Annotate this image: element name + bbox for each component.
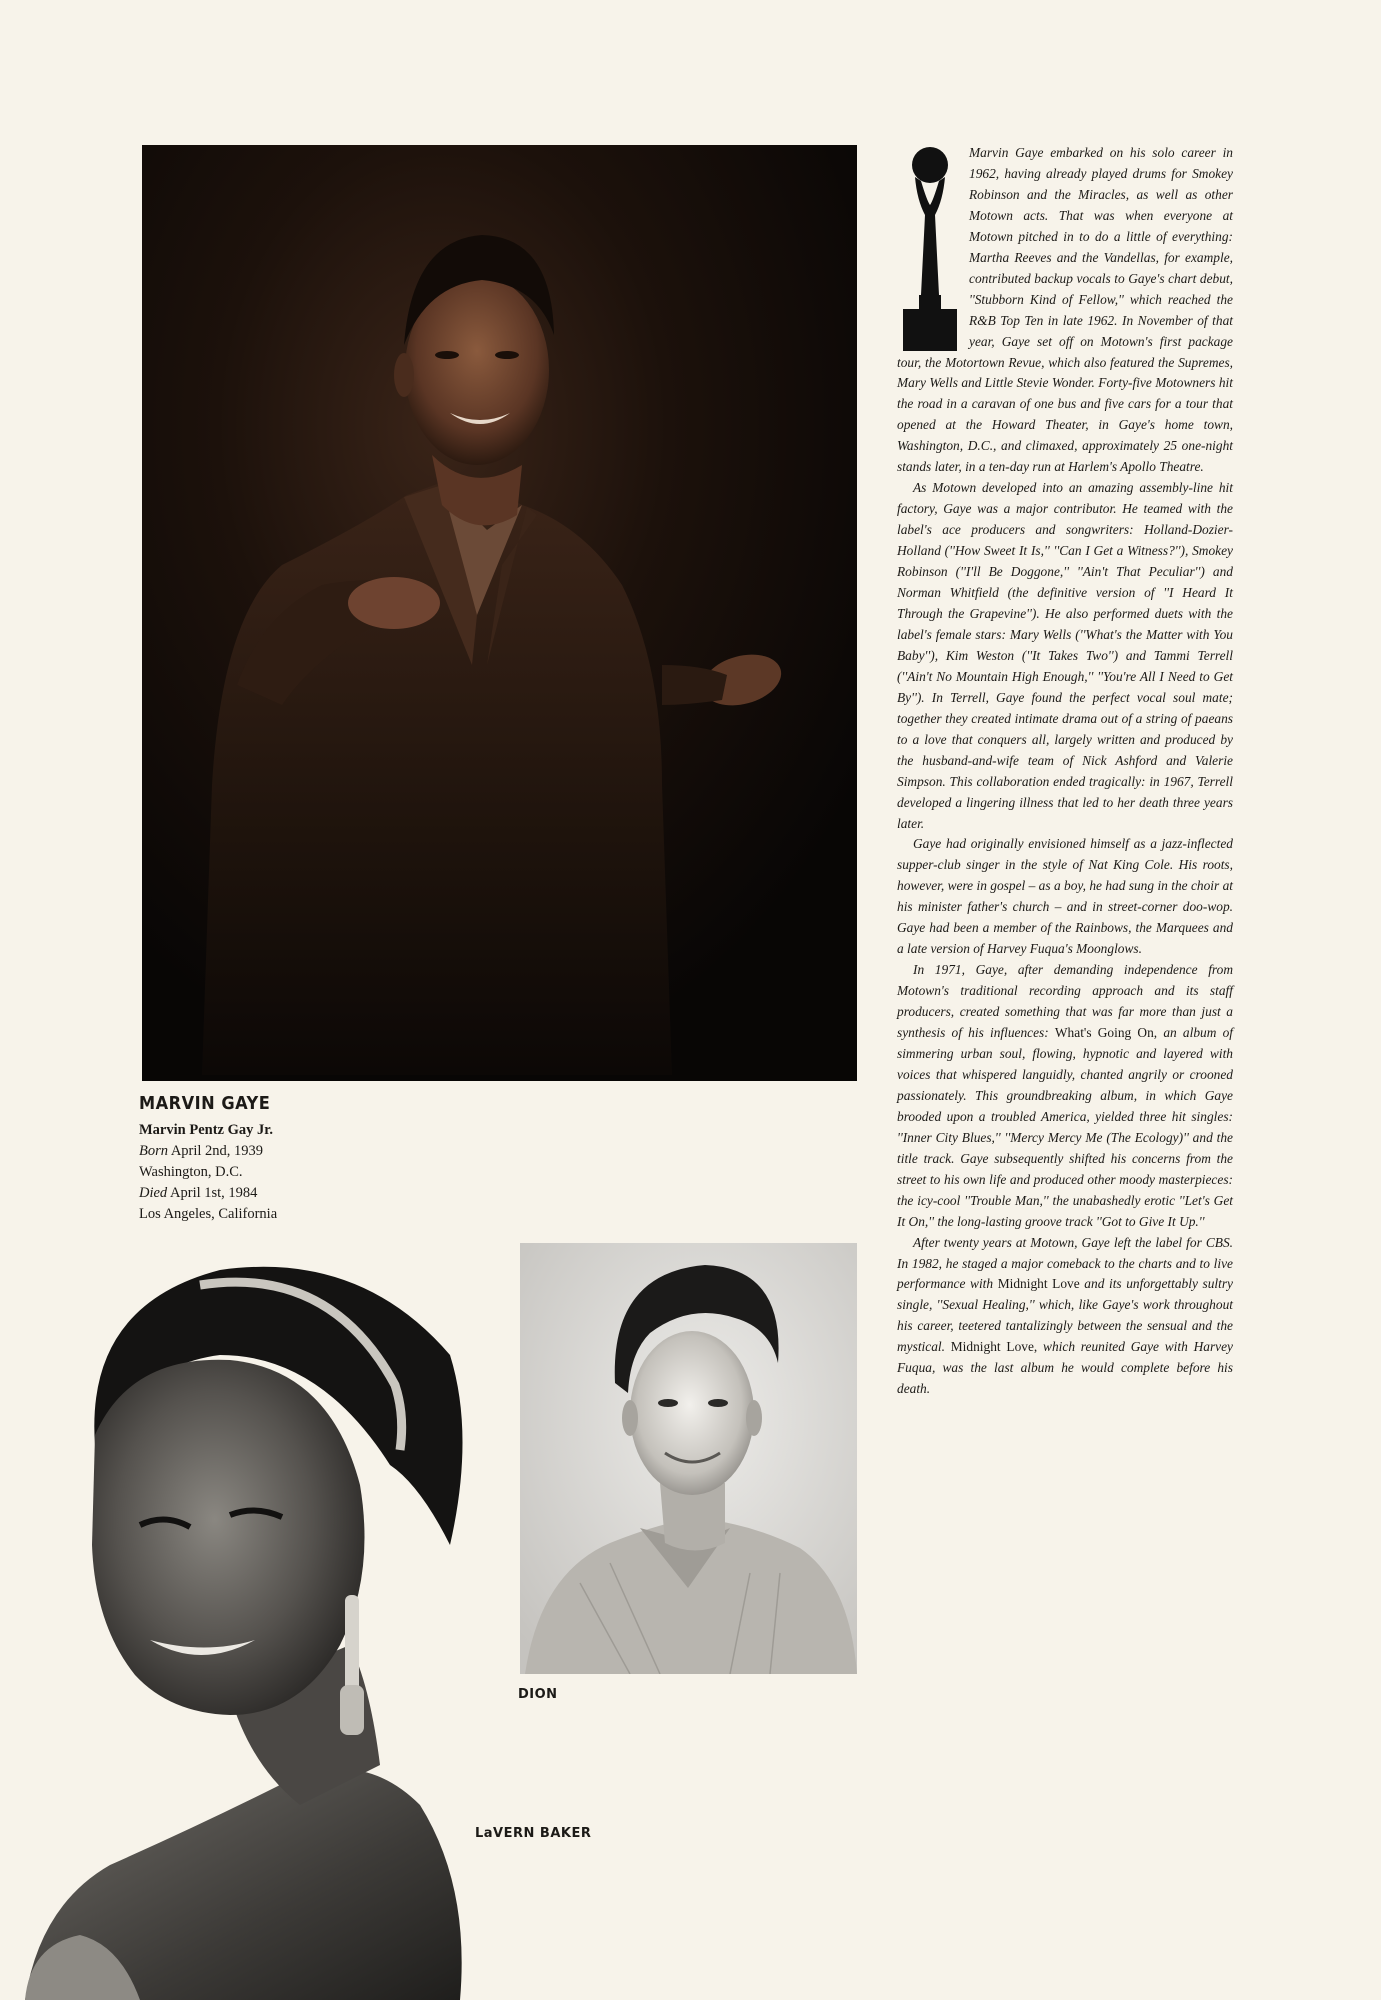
album-midnight-love-2: Midnight Love, [950,1339,1038,1355]
born-label: Born [139,1143,168,1159]
died-line [139,1183,439,1204]
dion-photo [520,1243,857,1674]
dion-image [520,1243,857,1674]
dion-caption: DION [518,1687,558,1702]
article-paragraph-4 [897,960,1233,1232]
p5-text-mid: and its unforgettably sultry single, ''Sexual Healing,'' which, like Gaye's work throughout his career, teetered tantalizingly between the sensual and the mystical. [897,1276,1233,1355]
album-midnight-love: Midnight Love [997,1276,1080,1292]
born-date: April 2nd, 1939 [170,1143,264,1159]
statuette-graphic [897,145,963,351]
born-place: Washington, D.C. [139,1164,243,1180]
article-paragraph-2: As Motown developed into an amazing assembly-line hit factory, Gaye was a major contributor. He teamed with the label's ace producers and songwriters: Holland-Dozier-Holland (''How Sweet It Is,'' ''Can I Get a Witness?''), Smokey Robinson (''I'll Be Doggone,'' ''Ain't That Peculiar'') and Norman Whitfield (the definitive version of ''I Heard It Through the Grapevine''). He also performed duets with the label's female stars: Mary Wells (''What's the Matter with You Baby''), Kim Weston (''It Takes Two'') and Tammi Terrell (''Ain't No Mountain High Enough,'' ''You're All I Need to Get By''). In Terrell, Gaye found the perfect vocal soul mate; together they created intimate drama out of a string of paeans to a love that conquers all, largely written and produced by the husband-and-wife team of Nick Ashford and Valerie Simpson. This collaboration ended tragically: in 1967, Terrell developed a lingering illness that led to her death three years later. [897,480,1233,831]
birth-name: Marvin Pentz Gay Jr. [139,1122,273,1138]
album-whats-going-on: What's Going On, [1054,1025,1158,1041]
article-paragraph-3: Gaye had originally envisioned himself as a jazz-inflected supper-club singer in the style of Nat King Cole. His roots, however, were in gospel – as a boy, he had sung in the choir at his minister father's church – and in street-corner doo-wop. Gaye had been a member of the Rainbows, the Marquees and a late version of Harvey Fuqua's Moonglows. [897,836,1233,957]
marvin-gaye-caption [139,1093,439,1225]
marvin-gaye-image [142,145,857,1081]
died-place: Los Angeles, California [139,1206,278,1222]
article-column [897,143,1233,1400]
article-paragraph-5 [897,1233,1233,1401]
marvin-gaye-photo [142,145,857,1081]
p5-text-before: After twenty years at Motown, Gaye left the label for CBS. In 1982, he staged a major comeback to the charts and to live performance with [897,1234,1233,1292]
award-statuette-icon [897,145,963,351]
died-date: April 1st, 1984 [170,1185,258,1201]
born-line [139,1141,439,1162]
caption-title: MARVIN GAYE [139,1093,271,1114]
p5-text-end: which reunited Gaye with Harvey Fuqua, was the last album he would complete before his death. [897,1339,1233,1397]
lavern-baker-image [0,1245,480,2000]
lavern-baker-photo [0,1245,480,2000]
died-label: Died [139,1185,168,1201]
p4-text-after: an album of simmering urban soul, flowing, hypnotic and layered with voices that whispered languidly, chanted angrily or crooned passionately. This groundbreaking album, in which Gaye brooded upon a troubled America, yielded three hit singles: ''Inner City Blues,'' ''Mercy Mercy Me (The Ecology)'' and the title track. Gaye subsequently shifted his concerns from the street to his own life and produced other moody masterpieces: the icy-cool ''Trouble Man,'' the unabashedly erotic ''Let's Get It On,'' the long-lasting groove track ''Got to Give It Up.'' [897,1025,1233,1229]
p4-text-before: In 1971, Gaye, after demanding independence from Motown's traditional recording approach and its staff producers, created something that was far more than just a synthesis of his influences: [897,962,1233,1041]
article-paragraph-1: Marvin Gaye embarked on his solo career in 1962, having already played drums for Smokey Robinson and the Miracles, as well as other Motown acts. That was when everyone at Motown pitched in to do a little of everything: Martha Reeves and the Vandellas, for example, contributed backup vocals to Gaye's chart debut, ''Stubborn Kind of Fellow,'' which reached the R&B Top Ten in late 1962. In November of that year, Gaye set off on Motown's first package tour, the Motortown Revue, which also featured the Supremes, Mary Wells and Little Stevie Wonder. Forty-five Motowners hit the road in a caravan of one bus and five cars for a tour that opened at the Howard Theater, in Gaye's home town, Washington, D.C., and climaxed, approximately 25 one-night stands later, in a ten-day run at Harlem's Apollo Theatre. [897,145,1233,475]
lavern-baker-caption: LaVERN BAKER [475,1826,592,1841]
